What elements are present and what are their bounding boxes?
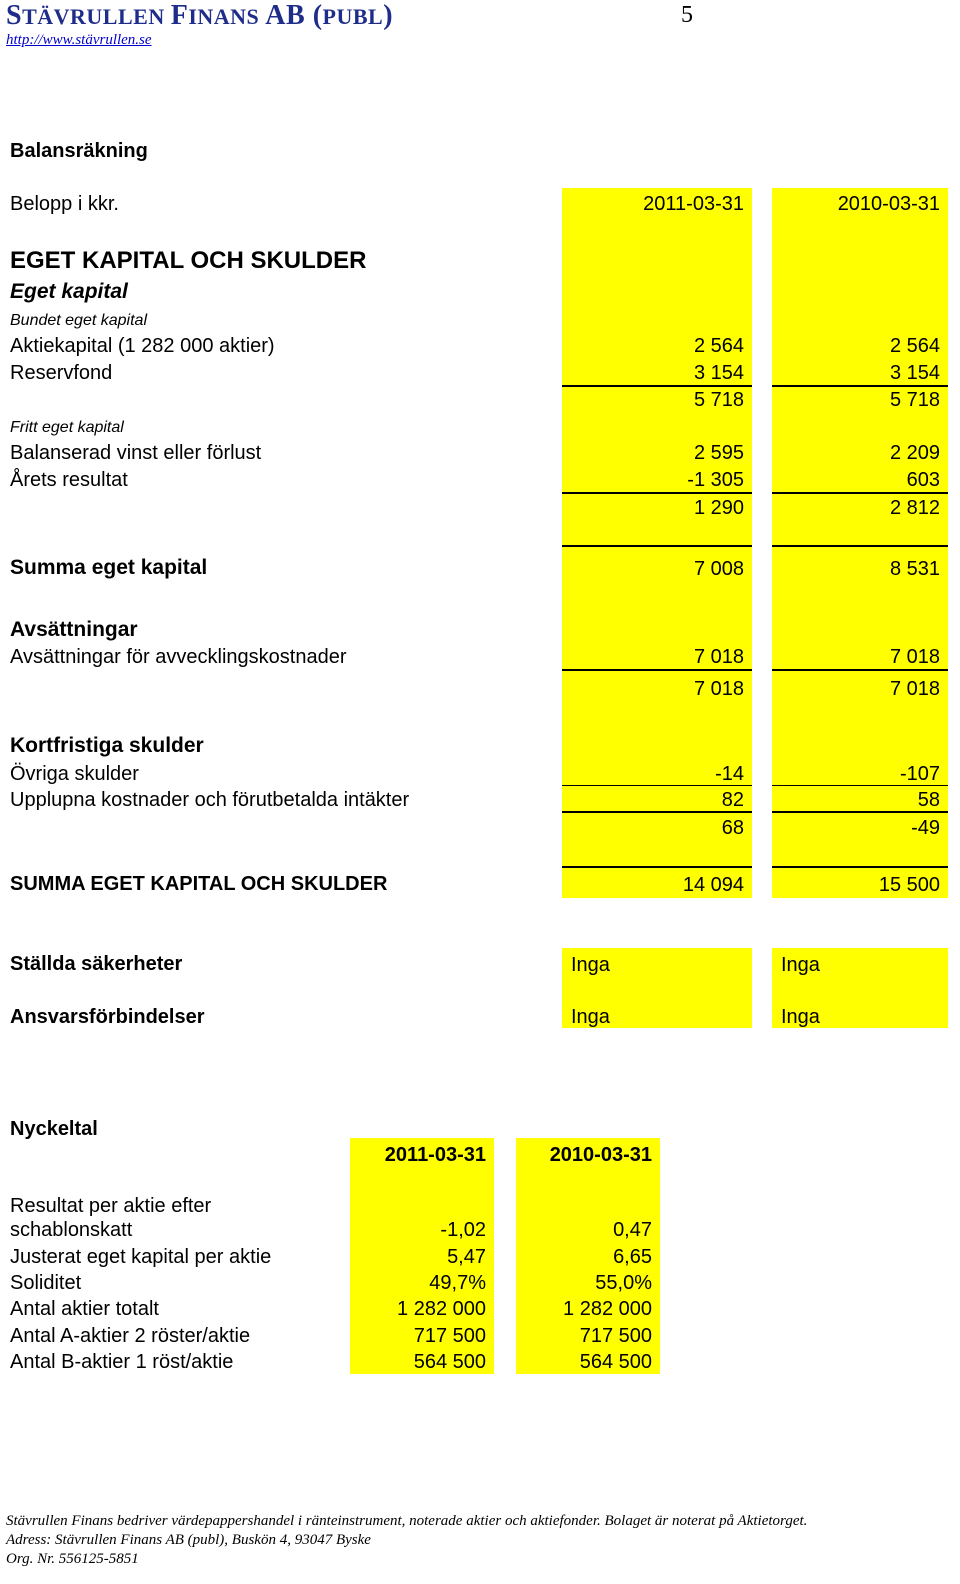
page-number: 5 (681, 2, 693, 28)
subtotal-line (562, 492, 752, 494)
total-value-2011: 14 094 (682, 874, 744, 896)
contingent-value-2011: Inga (571, 1006, 610, 1028)
pledged-value-2011: Inga (571, 954, 610, 976)
company-name-part: F (170, 0, 189, 31)
subtotal-value-2010: 2 812 (889, 497, 940, 519)
restricted-equity-heading: Bundet eget kapital (10, 312, 147, 329)
provisions-heading: Avsättningar (10, 618, 138, 641)
subtotal-line (562, 669, 752, 671)
row-label: Övriga skulder (10, 763, 139, 785)
subtotal-line (562, 811, 752, 813)
subtotal-value-2011: 1 290 (693, 497, 744, 519)
keyfig-value-2011: 5,47 (447, 1246, 486, 1268)
keyfig-value-2010: 6,65 (613, 1246, 652, 1268)
row-label: Reservfond (10, 362, 113, 384)
row-value-2010: 58 (917, 789, 940, 811)
keyfig-value-2010: 717 500 (579, 1325, 652, 1347)
row-label: Avsättningar för avvecklingskostnader (10, 646, 347, 668)
row-value-2011: -14 (715, 763, 744, 785)
company-name-part: TÄVRULLEN (22, 4, 171, 29)
keyfigures-date-2010: 2010-03-31 (549, 1144, 652, 1166)
column-date-2010: 2010-03-31 (837, 193, 940, 215)
row-label: Aktiekapital (1 282 000 aktier) (10, 335, 275, 357)
row-value-2010: 2 564 (889, 335, 940, 357)
row-label: Balanserad vinst eller förlust (10, 442, 262, 464)
company-name-part: S (6, 0, 23, 31)
section-heading: EGET KAPITAL OCH SKULDER (10, 247, 367, 274)
keyfig-value-2011: -1,02 (440, 1219, 486, 1241)
subtotal-line (772, 545, 948, 547)
total-value-2010: 15 500 (878, 874, 940, 896)
footer-org-number: Org. Nr. 556125-5851 (6, 1551, 139, 1567)
row-value-2010: -107 (899, 763, 940, 785)
equity-heading: Eget kapital (10, 280, 128, 303)
company-name (6, 0, 393, 32)
keyfig-label: Antal A-aktier 2 röster/aktie (10, 1325, 251, 1347)
keyfig-label-cont: schablonskatt (10, 1219, 133, 1241)
keyfig-label: Soliditet (10, 1272, 82, 1294)
row-value-2010: 2 209 (889, 442, 940, 464)
keyfigures-title: Nyckeltal (10, 1118, 98, 1140)
total-value-2010: 8 531 (889, 558, 940, 580)
subtotal-line (562, 866, 752, 868)
amount-label: Belopp i kkr. (10, 193, 119, 215)
keyfig-label: Antal aktier totalt (10, 1298, 159, 1320)
keyfig-value-2011: 49,7% (429, 1272, 486, 1294)
keyfig-value-2010: 1 282 000 (563, 1298, 652, 1320)
company-name-part: PUBL (322, 4, 384, 29)
keyfig-value-2011: 717 500 (413, 1325, 486, 1347)
subtotal-line (772, 669, 948, 671)
row-value-2011: 2 564 (693, 335, 744, 357)
company-name-part: AB ( (265, 0, 323, 31)
company-name-part: ) (383, 0, 394, 31)
column-date-2011: 2011-03-31 (643, 193, 744, 215)
subtotal-value-2011: 5 718 (693, 389, 744, 411)
row-label: Upplupna kostnader och förutbetalda intäkter (10, 789, 410, 811)
keyfig-label: Antal B-aktier 1 röst/aktie (10, 1351, 234, 1373)
subtotal-value-2010: 7 018 (889, 678, 940, 700)
subtotal-value-2011: 7 018 (693, 678, 744, 700)
free-equity-heading: Fritt eget kapital (10, 419, 124, 436)
keyfig-value-2010: 564 500 (579, 1351, 652, 1373)
row-line (772, 785, 948, 786)
contingent-value-2010: Inga (781, 1006, 820, 1028)
row-value-2011: 7 018 (693, 646, 744, 668)
subtotal-value-2010: 5 718 (889, 389, 940, 411)
footer-description: Stävrullen Finans bedriver värdepappershandel i ränteinstrument, noterade aktier och aktiefonder. Bolaget är noterat på Aktietorget. (6, 1513, 808, 1529)
subtotal-line (562, 385, 752, 387)
row-label: Årets resultat (10, 469, 128, 491)
keyfigures-date-2011: 2011-03-31 (384, 1144, 486, 1166)
page-footer (6, 1512, 807, 1569)
keyfig-value-2010: 0,47 (613, 1219, 652, 1241)
keyfig-value-2011: 564 500 (413, 1351, 486, 1373)
row-label: SUMMA EGET KAPITAL OCH SKULDER (10, 873, 388, 895)
subtotal-value-2011: 68 (721, 817, 744, 839)
keyfig-label: Resultat per aktie efter (10, 1195, 212, 1217)
row-value-2010: 3 154 (889, 362, 940, 384)
keyfig-label: Justerat eget kapital per aktie (10, 1246, 272, 1268)
keyfig-value-2011: 1 282 000 (397, 1298, 486, 1320)
row-value-2011: 2 595 (693, 442, 744, 464)
pledged-label: Ställda säkerheter (10, 953, 183, 975)
pledged-value-2010: Inga (781, 954, 820, 976)
keyfig-value-2010: 55,0% (595, 1272, 652, 1294)
subtotal-line (562, 545, 752, 547)
row-line (562, 785, 752, 786)
footer-address: Adress: Stävrullen Finans AB (publ), Buskön 4, 93047 Byske (6, 1532, 371, 1548)
row-value-2011: -1 305 (687, 469, 744, 491)
subtotal-line (772, 492, 948, 494)
total-value-2011: 7 008 (693, 558, 744, 580)
subtotal-line (772, 385, 948, 387)
contingent-label: Ansvarsförbindelser (10, 1006, 205, 1028)
row-label: Summa eget kapital (10, 556, 208, 579)
current-liabilities-heading: Kortfristiga skulder (10, 734, 204, 757)
row-value-2010: 603 (906, 469, 940, 491)
company-name-part: INANS (188, 4, 266, 29)
website-link[interactable]: http://www.stävrullen.se (6, 32, 152, 48)
balance-title: Balansräkning (10, 140, 148, 162)
row-value-2011: 3 154 (693, 362, 744, 384)
subtotal-value-2010: -49 (911, 817, 940, 839)
subtotal-line (772, 811, 948, 813)
subtotal-line (772, 866, 948, 868)
row-value-2010: 7 018 (889, 646, 940, 668)
row-value-2011: 82 (721, 789, 744, 811)
